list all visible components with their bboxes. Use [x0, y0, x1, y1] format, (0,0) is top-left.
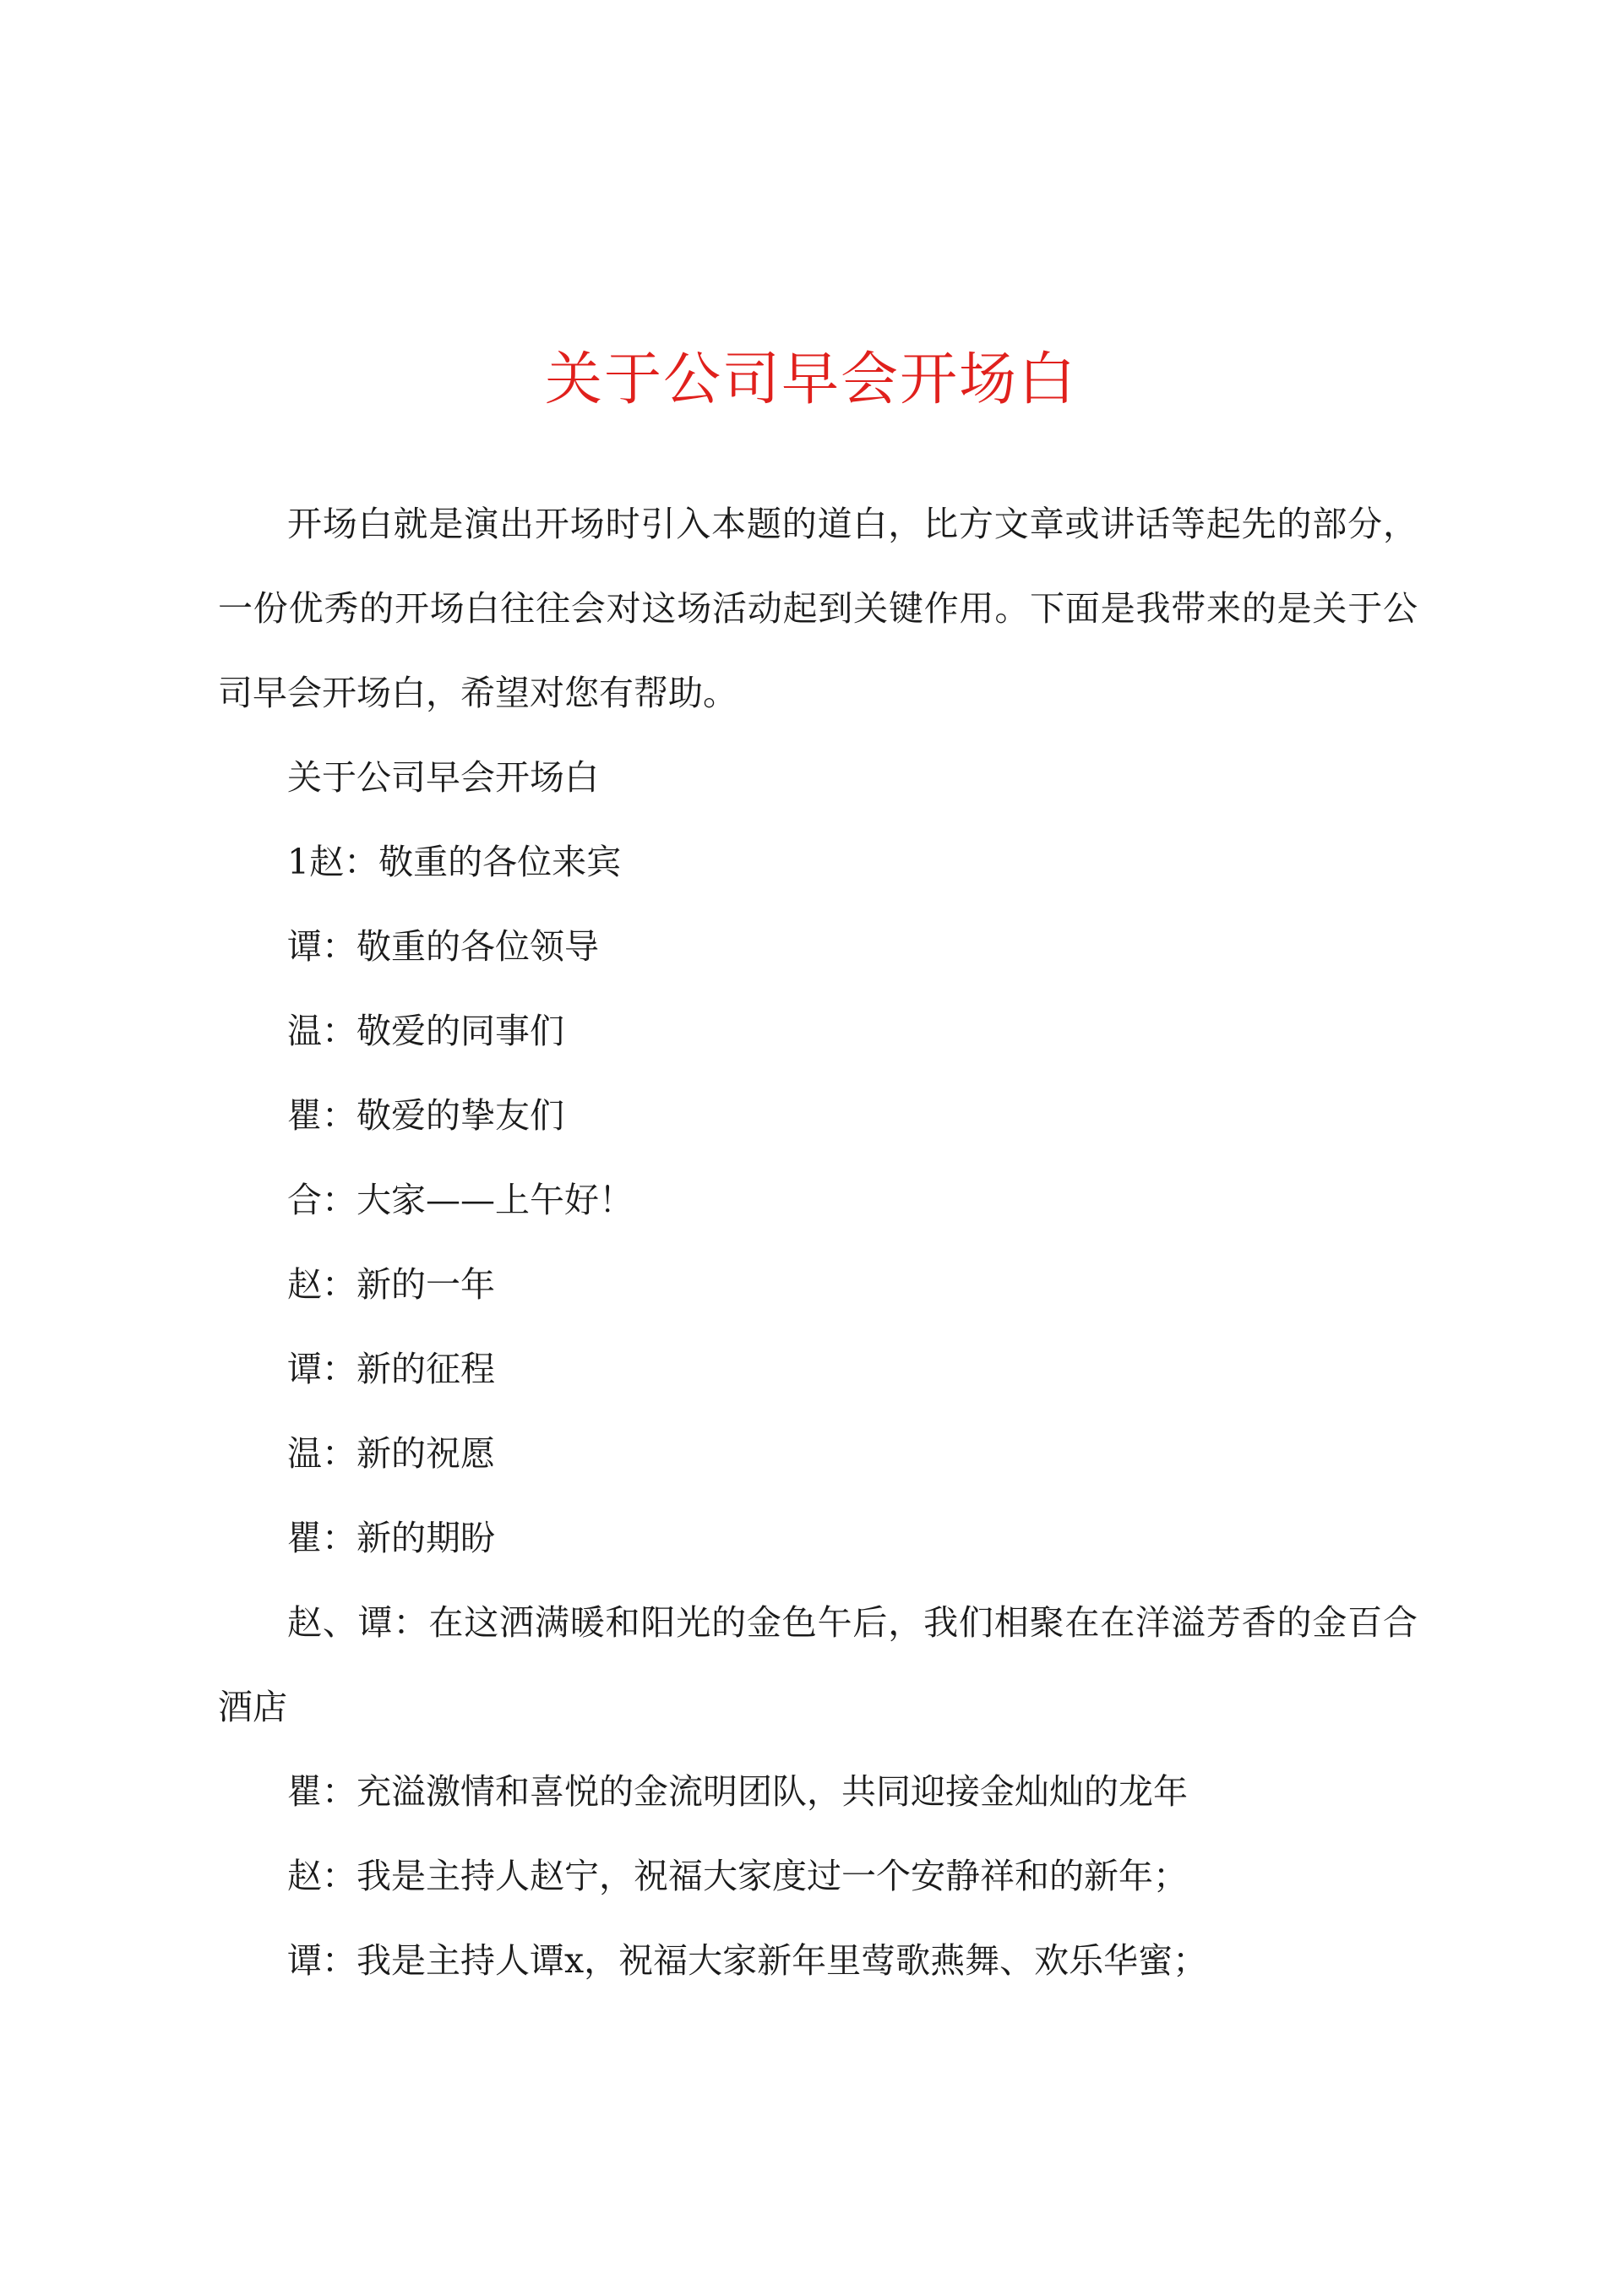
script-line: 赵：新的一年	[287, 1264, 495, 1305]
script-line: 瞿：充溢激情和喜悦的金流明团队，共同迎接金灿灿的龙年	[287, 1771, 1188, 1812]
script-line: 1赵：敬重的各位来宾	[287, 842, 622, 882]
script-line: 温：新的祝愿	[287, 1433, 495, 1474]
script-line: 瞿：敬爱的挚友们	[287, 1095, 564, 1136]
script-line: 合：大家——上午好！	[287, 1180, 634, 1220]
intro-paragraph: 开场白就是演出开场时引入本题的道白，比方文章或讲话等起先的部分，一份优秀的开场白往往会对这场活动起到关键作用。下面是我带来的是关于公司早会开场白，希望对您有帮助。	[218, 504, 1418, 713]
script-line: 赵、谭：在这洒满暖和阳光的金色午后，我们相聚在在洋溢芳香的金百合酒店	[218, 1602, 1418, 1727]
document-title: 关于公司早会开场白	[544, 346, 1077, 413]
script-line: 赵：我是主持人赵宁，祝福大家度过一个安静祥和的新年；	[287, 1856, 1188, 1896]
script-line: 瞿：新的期盼	[287, 1518, 495, 1558]
script-line: 温：敬爱的同事们	[287, 1011, 564, 1051]
script-line: 谭：新的征程	[287, 1349, 495, 1389]
document-body	[218, 482, 1418, 2003]
script-line: 谭：敬重的各位领导	[287, 926, 599, 967]
script-line: 谭：我是主持人谭x，祝福大家新年里莺歌燕舞、欢乐华蜜；	[287, 1940, 1208, 1981]
section-heading: 关于公司早会开场白	[287, 757, 599, 798]
